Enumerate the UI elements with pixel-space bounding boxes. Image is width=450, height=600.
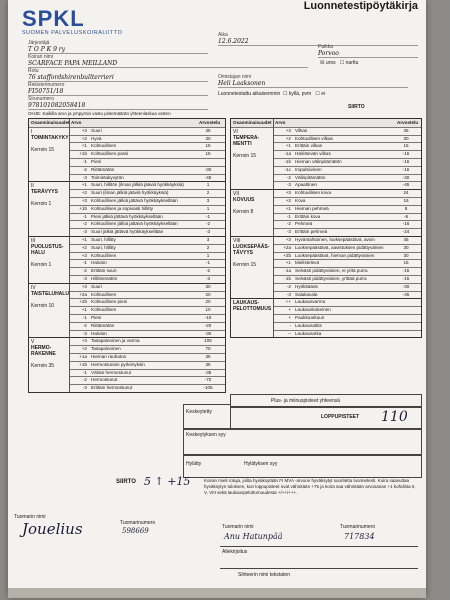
- tuomari1-number: 598669: [122, 527, 149, 535]
- background-carpet: [8, 588, 426, 598]
- row-points: -1a: [284, 268, 291, 274]
- row-score: 15: [205, 151, 211, 157]
- row-description: Mielistelevä: [295, 260, 319, 266]
- left-section-heading: TERÄVYYS: [31, 189, 58, 196]
- row-description: Pieni jälkiä jättävä hyökkäyksellään: [91, 213, 163, 219]
- left-section-heading: TOIMINTAKYKY: [31, 134, 69, 141]
- row-description: Salakavala: [295, 291, 318, 297]
- right-section-number: VIII: [233, 238, 241, 244]
- row-score: -105: [203, 385, 213, 391]
- row-score: 30: [403, 252, 409, 258]
- row-score: 15: [205, 143, 211, 149]
- left-section-heading: PUOLUSTUS-HALU: [31, 244, 64, 256]
- row-points: -3: [82, 330, 87, 336]
- row-points: -2: [286, 174, 291, 180]
- right-section-heading: TEMPERA-MENTTI: [233, 134, 260, 147]
- row-description: Kohtuullinen: [91, 307, 117, 313]
- row-points: -2: [82, 377, 87, 383]
- row-score: -1: [205, 213, 211, 219]
- row-points: -1: [82, 260, 87, 266]
- right-section-number: VI: [233, 128, 238, 135]
- row-description: Impulsiivinen: [295, 166, 322, 172]
- row-description: Paukkuarkuus: [295, 315, 325, 320]
- row-description: Pieni: [91, 315, 102, 320]
- row-description: Kohtuullisen kova: [295, 190, 332, 196]
- siirto-top-label: SIIRTO: [348, 104, 365, 110]
- row-points: +2: [81, 346, 87, 352]
- aikaisemmin-field: Luonnetestattu aikaisemmin ☐ kyllä, pvm ☐ ei: [218, 91, 326, 97]
- row-points: +1: [81, 182, 87, 188]
- row-score: 45: [403, 127, 409, 133]
- row-description: Hieman välinpitämätön: [295, 159, 342, 164]
- right-section-kerroin: Kerroin 8: [233, 209, 254, 216]
- row-points: -3: [286, 182, 291, 188]
- row-score: -3: [205, 276, 211, 281]
- row-score: -10: [204, 315, 212, 320]
- row-description: Riittämätön: [91, 322, 115, 328]
- row-points: -: [289, 322, 291, 328]
- paikka-field: Paikka Porvoo: [318, 44, 418, 58]
- row-description: Häiritsevän vilkas: [295, 151, 331, 157]
- row-score: 10: [205, 307, 211, 313]
- row-description: Luoksepäästävä, hieman pidättyväinen: [295, 252, 375, 258]
- right-section-title: [233, 300, 271, 318]
- row-score: -30: [204, 330, 212, 336]
- row-points: +2: [81, 190, 87, 196]
- row-score: -15: [402, 268, 410, 274]
- right-section-title: [233, 238, 271, 268]
- sirunumero-field: Sirunumero 978101082058418: [28, 96, 208, 110]
- row-description: Haluton: [91, 260, 107, 266]
- row-score: 8: [404, 205, 408, 211]
- row-score: 24: [403, 190, 409, 196]
- row-points: +3: [81, 198, 87, 203]
- row-points: -3: [82, 385, 87, 391]
- row-score: 30: [205, 135, 211, 141]
- form-title: Luonnetestipöytäkirja: [303, 0, 418, 12]
- left-section-kerroin: Kerroin 15: [31, 146, 55, 153]
- row-description: Apaattinen: [295, 182, 317, 188]
- row-description: Hillitsemätön: [91, 276, 118, 281]
- plus-minus-box: Plus- ja miinuspisteet yhteensä: [230, 394, 422, 408]
- row-points: -2: [286, 283, 291, 289]
- row-score: 2: [206, 244, 210, 250]
- row-points: +1: [81, 143, 87, 149]
- keskeytys-syy-box: Keskeytyksen syy: [183, 428, 422, 456]
- row-description: Kohtuullinen: [91, 143, 117, 149]
- left-col-header: Osaominaisuudet: [31, 120, 70, 125]
- row-score: 1: [206, 252, 210, 258]
- right-col-header: Arvo: [275, 120, 286, 125]
- right-section-kerroin: Kerroin 15: [233, 262, 257, 268]
- row-points: +2a: [79, 291, 87, 297]
- tuomari2-box: Tuomarin nimi Anu Hatunpää Tuomarinumero 717834: [220, 524, 418, 547]
- row-points: +3: [285, 190, 291, 196]
- rotu-field: Rotu 76 staffordshirenbullterrieri: [28, 68, 208, 82]
- row-description: Vilkas: [295, 127, 308, 133]
- left-section-title: [31, 129, 67, 153]
- row-score: -24: [402, 229, 410, 235]
- row-points: -2: [82, 322, 87, 328]
- row-points: +3: [81, 127, 87, 133]
- tuomari1-signature: Jouelius: [22, 520, 83, 538]
- row-score: -3: [205, 229, 211, 235]
- row-description: Hyvä: [91, 135, 102, 141]
- row-description: Kohtuullinen jälkiä jättävä hyökkäyksellään: [91, 221, 178, 227]
- row-description: Erittäin pehmeä: [295, 229, 328, 235]
- row-description: Kova: [295, 198, 306, 203]
- row-description: Suuri, hillitty: [91, 237, 116, 242]
- logo-mark: SPKL: [22, 6, 85, 31]
- test-form-paper: [8, 0, 426, 598]
- left-section-number: I: [31, 128, 33, 135]
- row-points: +2a: [283, 244, 291, 250]
- row-points: -3: [82, 276, 87, 281]
- row-score: -8: [403, 213, 409, 219]
- row-description: Erittäin suuri: [91, 268, 117, 274]
- row-points: +2: [81, 244, 87, 250]
- row-description: Laukauskokeinen: [295, 307, 331, 313]
- right-section-title: [233, 129, 271, 159]
- omistaja-field: Omistajan nimi Heli Laaksonen: [218, 74, 408, 88]
- row-score: -35: [204, 369, 212, 375]
- tuomari1-box: Tuomarin nimi Jouelius: [14, 514, 83, 538]
- row-score: 20: [205, 291, 211, 297]
- row-points: +1: [81, 237, 87, 242]
- koiran-nimi-field: Koiran nimi SCARFACE PAPA MEILLAND: [28, 54, 308, 68]
- row-description: Pieni: [91, 159, 102, 164]
- row-points: -1a: [284, 151, 291, 157]
- row-score: -16: [402, 221, 410, 227]
- row-score: -1: [205, 260, 211, 266]
- left-column-line: [69, 119, 70, 392]
- row-description: Laukausarka: [295, 330, 322, 336]
- row-points: +1a: [79, 354, 87, 359]
- row-points: +1: [285, 205, 291, 211]
- row-points: +1: [285, 260, 291, 266]
- row-score: -2: [205, 221, 211, 227]
- kylla-checkbox[interactable]: ☐: [283, 91, 289, 97]
- row-description: Suuri jälkiä jättävä hyökkäyksellään: [91, 229, 164, 235]
- right-section-divider: [231, 337, 421, 338]
- row-points: -2: [82, 166, 87, 172]
- row-score: -45: [402, 291, 410, 297]
- tuomari2-name: Anu Hatunpää: [224, 532, 283, 541]
- row-score: -30: [402, 174, 410, 180]
- row-points: +2: [285, 135, 291, 141]
- row-points: +1b: [79, 361, 87, 367]
- row-points: +2b: [79, 299, 87, 305]
- left-section-kerroin: Kerroin 35: [31, 363, 55, 370]
- row-points: +3: [81, 252, 87, 258]
- left-section-number: II: [31, 183, 34, 190]
- row-description: Kohtuullinen passi: [91, 151, 129, 157]
- row-points: -1: [286, 213, 291, 219]
- row-description: Kohtuullinen ja sopivasti hillitty: [91, 205, 154, 211]
- left-section-number: IV: [31, 284, 36, 291]
- row-score: -20: [204, 322, 212, 328]
- row-points: -1: [82, 369, 87, 375]
- left-section-title: [31, 339, 67, 369]
- row-score: 35: [205, 361, 211, 367]
- row-points: -3: [82, 174, 87, 180]
- row-score: -15: [402, 159, 410, 164]
- right-col-header: Arvostelu: [397, 120, 419, 125]
- row-points: -3: [286, 229, 291, 235]
- row-score: -30: [204, 166, 212, 172]
- jarjestaja-field: Järjestäjä T O P K 9 ry: [28, 40, 208, 54]
- left-section-kerroin: Kerroin 1: [31, 262, 52, 268]
- row-description: Hyväntahtoinen, luoksepäästävä, avoin: [295, 237, 375, 242]
- row-description: Välinpitämätön: [295, 174, 326, 180]
- row-points: -1: [82, 315, 87, 320]
- row-points: -1b: [284, 159, 291, 164]
- row-score: -45: [204, 174, 212, 180]
- right-section-kerroin: Kerroin 15: [233, 152, 257, 159]
- row-description: Kohtuullinen: [91, 252, 117, 258]
- loppupisteet-box: LOPPUPISTEET 110: [230, 406, 422, 430]
- row-points: +3: [285, 127, 291, 133]
- rekisteri-field: Rekisterinumero FI50751/18: [28, 82, 208, 96]
- left-section-heading: TAISTELUHALU: [31, 290, 69, 297]
- row-points: +1: [81, 307, 87, 313]
- row-score: 1: [206, 205, 210, 211]
- row-points: +2: [285, 198, 291, 203]
- row-description: Haluton: [91, 330, 107, 336]
- row-description: Suuri, hillitty: [91, 244, 116, 250]
- row-description: Hermostunut: [91, 377, 118, 383]
- row-score: 45: [403, 237, 409, 242]
- row-description: Hieman pehmeä: [295, 205, 329, 211]
- row-points: +2: [81, 135, 87, 141]
- ei-checkbox[interactable]: ☐: [315, 91, 322, 97]
- uros-checkbox[interactable]: ☒: [320, 60, 326, 66]
- row-description: Suuri (ilman jälkiä jääviä hyökkäyksiä): [91, 190, 169, 196]
- row-description: Suuri: [91, 127, 102, 133]
- row-points: -2: [82, 221, 87, 227]
- row-points: +: [288, 307, 291, 313]
- spkl-logo: [22, 6, 122, 36]
- row-points: -3: [82, 229, 87, 235]
- row-description: Vähän hermostunut: [91, 369, 132, 375]
- row-score: 1: [206, 182, 210, 188]
- row-score: 2: [206, 190, 210, 196]
- row-score: 15: [403, 260, 409, 266]
- left-table-frame: [28, 118, 226, 393]
- row-points: +3: [81, 338, 87, 344]
- row-description: Luoksepäästävä, aavistuksen pidättyväinen: [295, 244, 384, 250]
- row-score: -15: [402, 276, 410, 281]
- row-description: Kohtuullisen vilkas: [295, 135, 333, 141]
- row-description: Kohtuullinen pieni: [91, 299, 128, 305]
- left-col-header: Arvostelu: [199, 120, 221, 125]
- row-points: -1: [82, 213, 87, 219]
- row-points: +3: [285, 237, 291, 242]
- row-description: Laukausvarma: [295, 299, 326, 305]
- row-description: Selvästi pidättyväinen, yrittää purra: [295, 276, 367, 281]
- row-score: 30: [403, 244, 409, 250]
- keskeytetty-box: Keskeytetty: [183, 404, 231, 430]
- row-points: +3: [81, 283, 87, 289]
- right-section-heading: KOVUUS: [233, 197, 255, 204]
- tuomari2-number: 717834: [344, 532, 375, 541]
- row-description: Hermostunein pyrkimyksin: [91, 361, 145, 367]
- row-description: Suuri: [91, 283, 102, 289]
- left-col-header: Arvo: [71, 120, 82, 125]
- row-description: Hyökkäävä: [295, 283, 318, 289]
- allekirjoitus-box: Allekirjoitus: [220, 548, 418, 569]
- row-points: -2: [286, 221, 291, 227]
- row-description: Erittäin kova: [295, 213, 321, 219]
- hyvaksytty-note: Koiran mieli rotuja, joilta hyväksytään FI MVA -arvoon hyväksytyt suoritettu luonnetesti. Koira saavuttaa hyväksytyn tuloksen, kun loppupisteet ovat vähintään +75 ja koira saa vähintään arvosanan +1 kohdista II, V, VIII sekä laukauspelottomuudesta +/++/+++.: [204, 478, 416, 495]
- right-column-line: [273, 119, 274, 337]
- row-description: Erittäin vilkas: [295, 143, 323, 149]
- row-score: 16: [403, 198, 409, 203]
- row-score: 35: [205, 354, 211, 359]
- row-score: -15: [402, 151, 410, 157]
- hylatty-box: Hylätty Hylätyksen syy: [183, 454, 422, 478]
- row-points: +: [288, 315, 291, 320]
- right-col-header: Osaominaisuudet: [233, 120, 272, 125]
- tuomari1-number-box: Tuomarinumero 598669: [120, 520, 156, 535]
- right-section-number: VII: [233, 191, 240, 198]
- row-description: Tasapainoinen: [91, 346, 121, 352]
- row-description: Kohtuullinen: [91, 291, 117, 297]
- siirto-bottom-value: 5 ↑ +15: [144, 475, 191, 488]
- row-score: 15: [403, 143, 409, 149]
- row-score: 45: [205, 127, 211, 133]
- row-points: -3: [286, 291, 291, 297]
- left-section-title: [31, 238, 67, 268]
- row-score: -70: [204, 377, 212, 383]
- left-section-title: [31, 183, 67, 207]
- sihteeri-label: Sihteerin nimi tekstaten: [238, 572, 290, 578]
- left-section-title: [31, 285, 67, 309]
- left-section-number: V: [31, 339, 35, 346]
- row-score: -2: [205, 268, 211, 274]
- left-section-kerroin: Kerroin 1: [31, 201, 52, 208]
- logo-subtitle: SUOMEN PALVELUSKOIRALIITTO: [22, 30, 123, 36]
- row-points: +1b: [79, 205, 87, 211]
- right-table-frame: [230, 118, 422, 338]
- aika-field: Aika 12.6.2022: [218, 32, 418, 46]
- row-description: Hieman rauhaton: [91, 354, 127, 359]
- row-description: Suuri, hillitön (ilman jälkiä jääviä hyökkäyksiä): [91, 182, 184, 188]
- row-points: +2b: [283, 252, 291, 258]
- row-points: ++: [285, 299, 291, 305]
- row-points: -1: [82, 159, 87, 164]
- row-points: -1b: [284, 276, 291, 281]
- siirto-bottom-label: SIIRTO: [116, 479, 136, 485]
- row-score: -15: [402, 166, 410, 172]
- row-score: 70: [205, 346, 211, 352]
- row-score: 3: [206, 237, 210, 242]
- right-section-heading: LAUKAUS-PELOTTOMUUS: [233, 300, 272, 313]
- right-section-title: [233, 191, 271, 215]
- row-description: Kohtuullinen jälkiä jättävä hyökkäyksellään: [91, 198, 178, 203]
- ohje-text: OHJE: Kaikilla arvo ja ympyröin vastu pistemäärän yhteenlaskua varten: [28, 111, 171, 116]
- row-description: Toimintakyvytön: [91, 174, 124, 180]
- row-description: Selvästi pidättyväinen, ei yritä purra: [295, 268, 368, 274]
- row-score: 30: [403, 135, 409, 141]
- row-score: 3: [206, 198, 210, 203]
- left-section-divider: [29, 392, 225, 393]
- row-points: -2: [82, 268, 87, 274]
- sex-checkboxes: ☒ uros ☐ narttu: [320, 60, 359, 66]
- loppupisteet-value: 110: [381, 409, 408, 425]
- right-section-heading: LUOKSEPÄÄS-TÄVYYS: [233, 244, 270, 256]
- left-section-kerroin: Kerroin 10: [31, 302, 55, 309]
- row-description: Tasapainoinen ja varma: [91, 338, 140, 344]
- row-score: -30: [402, 283, 410, 289]
- left-section-number: III: [31, 238, 36, 244]
- left-section-heading: HERMO-RAKENNE: [31, 345, 56, 358]
- row-description: Riittämätön: [91, 166, 115, 172]
- row-score: -45: [402, 182, 410, 188]
- row-points: --: [287, 330, 291, 336]
- row-score: 20: [205, 299, 211, 305]
- row-score: 105: [204, 338, 212, 344]
- row-score: 30: [205, 283, 211, 289]
- row-description: Erittäin hermostunut: [91, 385, 133, 391]
- row-points: -1c: [284, 166, 291, 172]
- row-description: Pehmeä: [295, 221, 313, 227]
- row-description: Laukausalttis: [295, 322, 322, 328]
- row-points: +1b: [79, 151, 87, 157]
- row-points: +1: [285, 143, 291, 149]
- narttu-checkbox[interactable]: ☐: [339, 60, 346, 66]
